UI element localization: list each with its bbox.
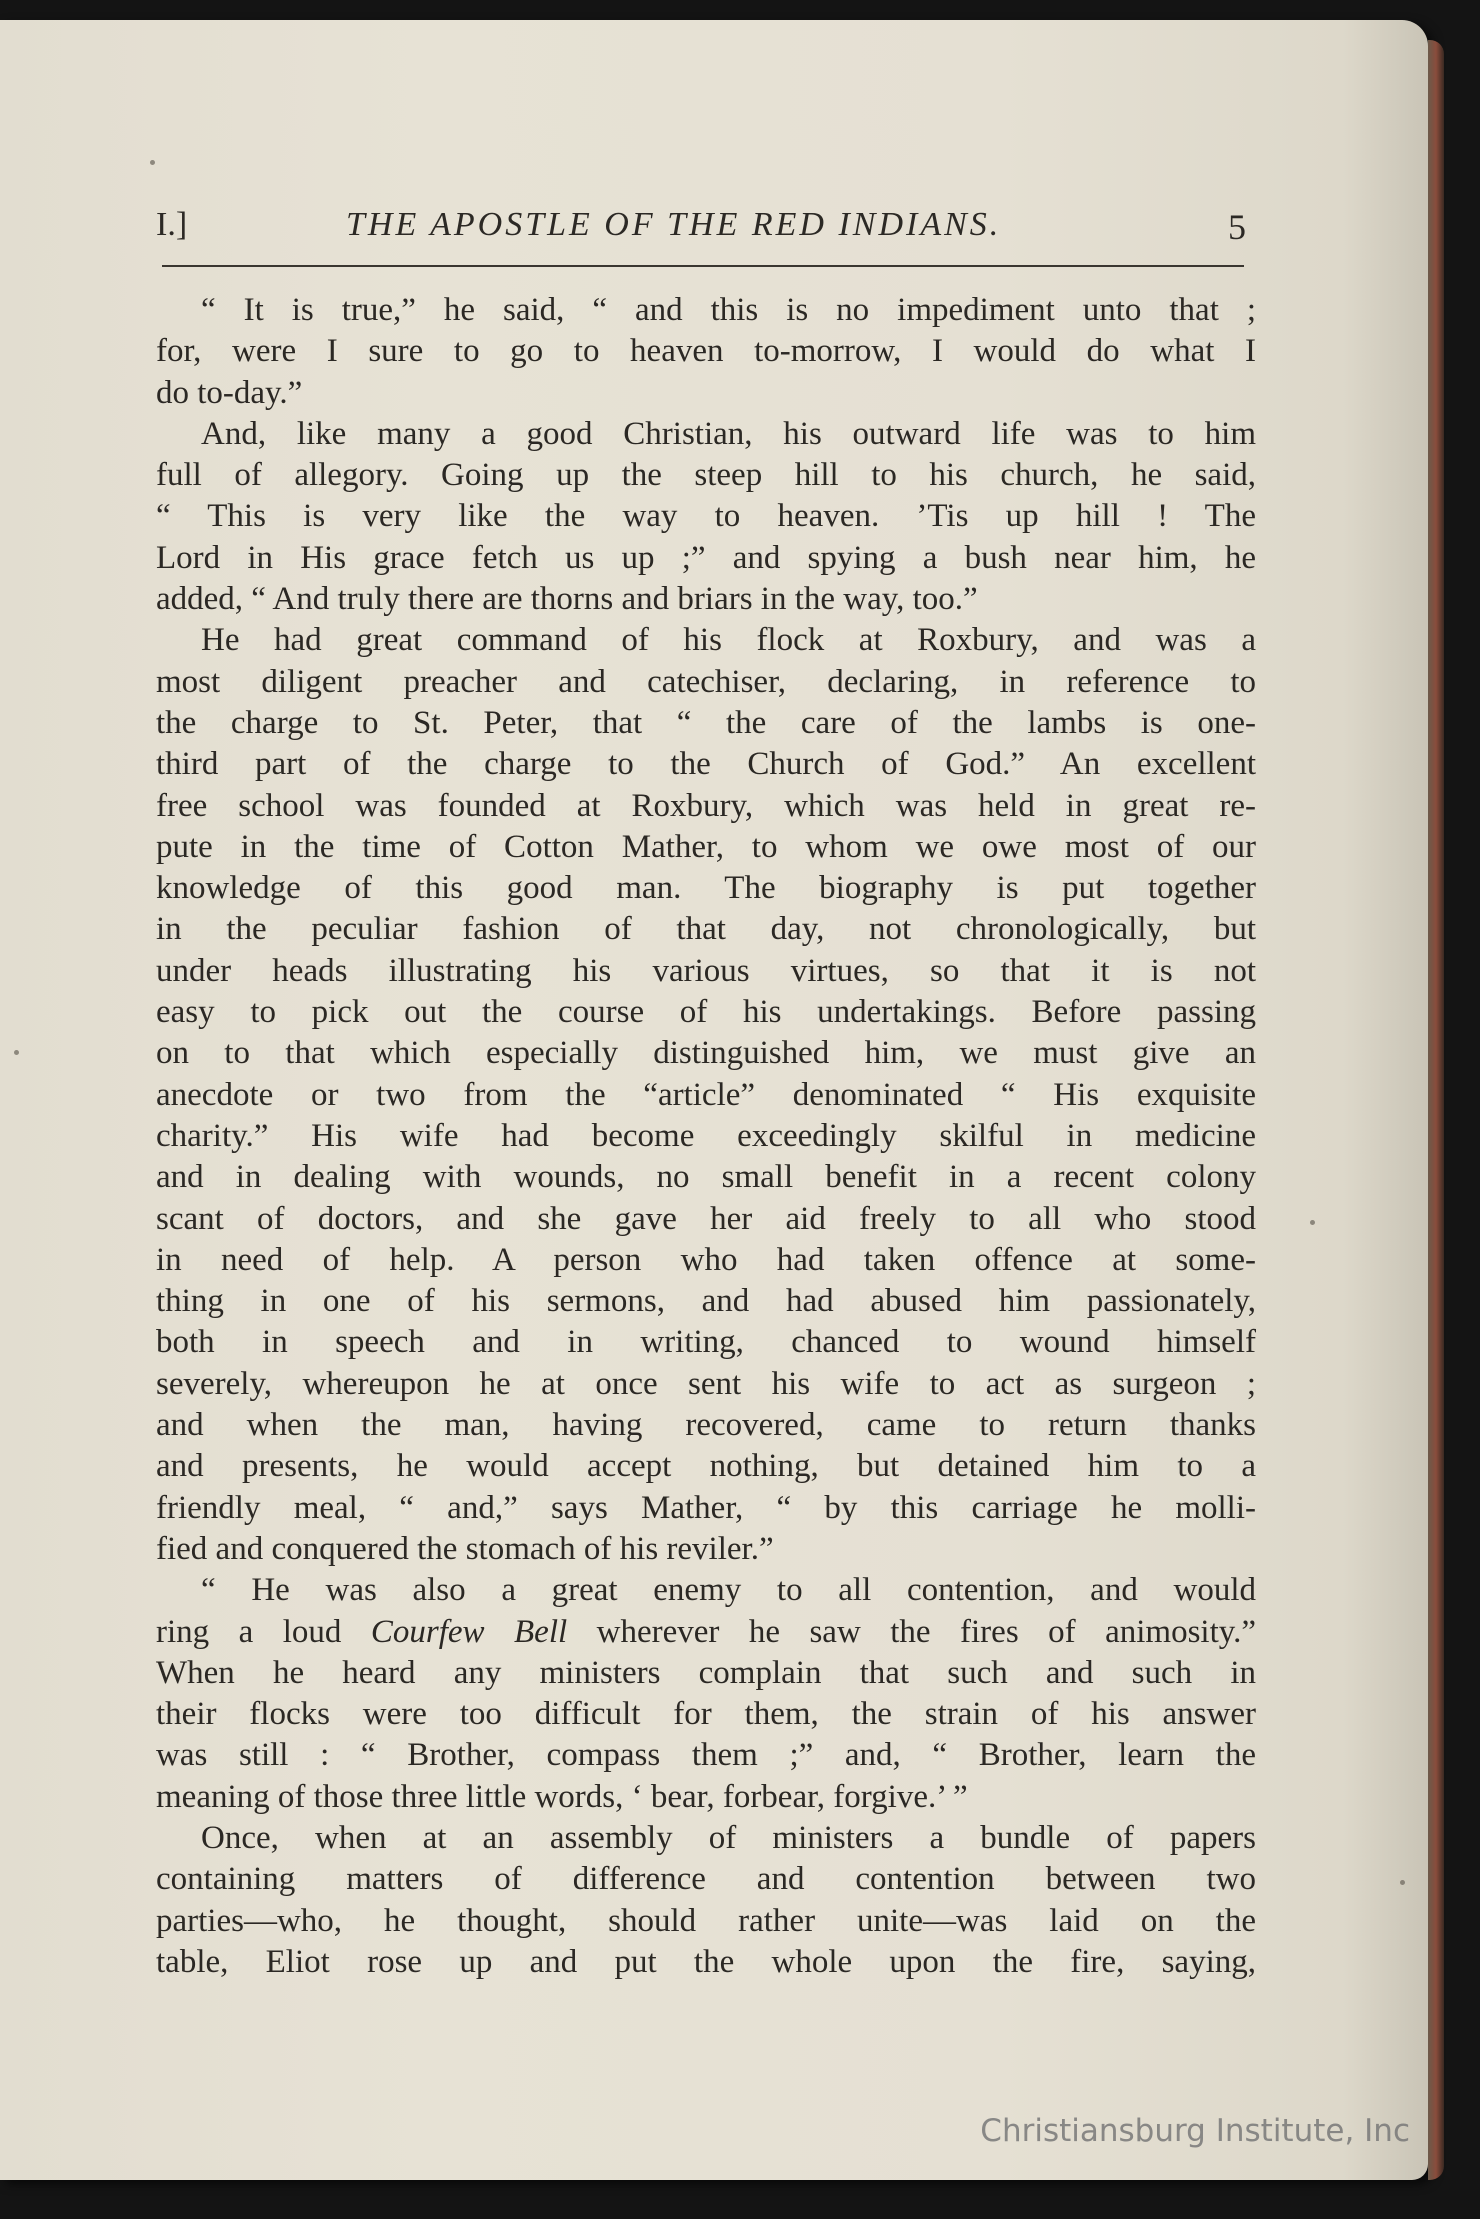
body-text xyxy=(156,290,1256,1983)
italic-phrase: Courfew Bell xyxy=(370,1613,568,1650)
text-line: the charge to St. Peter, that “ the care of the lambs is one- xyxy=(156,704,1256,741)
paper-speck xyxy=(1400,1880,1405,1885)
text-line xyxy=(156,1612,1256,1653)
text-line: And, like many a good Christian, his outward life was to him xyxy=(201,415,1256,452)
text-line: third part of the charge to the Church of God.” An excellent xyxy=(156,746,1256,783)
text-line: table, Eliot rose up and put the whole upon the fire, saying, xyxy=(156,1943,1256,1980)
text-fragment: wherever he saw the fires of animosity.” xyxy=(567,1613,1256,1650)
page-number: 5 xyxy=(1228,207,1246,247)
text-line: easy to pick out the course of his undertakings. Before passing xyxy=(156,994,1256,1031)
text-line: most diligent preacher and catechiser, declaring, in reference to xyxy=(156,663,1256,700)
text-line: in the peculiar fashion of that day, not chronologically, but xyxy=(156,911,1256,948)
text-line: “ This is very like the way to heaven. ’Tis up hill ! The xyxy=(156,498,1256,535)
text-line: Once, when at an assembly of ministers a bundle of papers xyxy=(201,1819,1256,1856)
paper-speck xyxy=(14,1050,19,1055)
text-line: anecdote or two from the “article” denominated “ His exquisite xyxy=(156,1076,1256,1113)
watermark: Christiansburg Institute, Inc xyxy=(980,2113,1410,2149)
text-line: in need of help. A person who had taken offence at some- xyxy=(156,1241,1256,1278)
text-line: When he heard any ministers complain that such and such in xyxy=(156,1654,1256,1691)
text-line: thing in one of his sermons, and had abused him passionately, xyxy=(156,1283,1256,1320)
paragraph xyxy=(156,1818,1256,1983)
paper-speck xyxy=(1310,1220,1315,1225)
text-line: Lord in His grace fetch us up ;” and spying a bush near him, he xyxy=(156,539,1256,576)
text-fragment: ring a loud xyxy=(156,1613,371,1650)
paper-speck xyxy=(150,160,155,165)
text-line: on to that which especially distinguished him, we must give an xyxy=(156,1035,1256,1072)
header-rule xyxy=(162,265,1244,267)
running-title: THE APOSTLE OF THE RED INDIANS. xyxy=(346,206,1002,243)
text-line: and when the man, having recovered, came to return thanks xyxy=(156,1407,1256,1444)
text-line: fied and conquered the stomach of his reviler.” xyxy=(156,1530,774,1567)
text-line: severely, whereupon he at once sent his wife to act as surgeon ; xyxy=(156,1365,1256,1402)
page-edge xyxy=(1428,40,1444,2180)
running-header xyxy=(156,200,1246,256)
paragraph xyxy=(156,620,1256,1570)
text-line: do to-day.” xyxy=(156,374,303,411)
chapter-marker: I.] xyxy=(156,206,188,243)
text-line: and presents, he would accept nothing, but detained him to a xyxy=(156,1448,1256,1485)
text-line: their flocks were too difficult for them, the strain of his answer xyxy=(156,1696,1256,1733)
text-line: and in dealing with wounds, no small benefit in a recent colony xyxy=(156,1159,1256,1196)
paragraph xyxy=(156,290,1256,414)
text-line: full of allegory. Going up the steep hill to his church, he said, xyxy=(156,457,1256,494)
text-line: parties—who, he thought, should rather unite—was laid on the xyxy=(156,1902,1256,1939)
text-line: under heads illustrating his various virtues, so that it is not xyxy=(156,952,1256,989)
text-line: “ He was also a great enemy to all contention, and would xyxy=(201,1572,1256,1609)
text-line: for, were I sure to go to heaven to-morrow, I would do what I xyxy=(156,333,1256,370)
text-line: pute in the time of Cotton Mather, to whom we owe most of our xyxy=(156,828,1256,865)
text-line: charity.” His wife had become exceedingly skilful in medicine xyxy=(156,1117,1256,1154)
paragraph xyxy=(156,414,1256,620)
text-line: added, “ And truly there are thorns and briars in the way, too.” xyxy=(156,581,978,618)
text-line: knowledge of this good man. The biography is put together xyxy=(156,870,1256,907)
text-line: both in speech and in writing, chanced to wound himself xyxy=(156,1324,1256,1361)
text-line: scant of doctors, and she gave her aid freely to all who stood xyxy=(156,1200,1256,1237)
text-line: “ It is true,” he said, “ and this is no impediment unto that ; xyxy=(201,292,1256,328)
paragraph xyxy=(156,1570,1256,1818)
text-line: containing matters of difference and contention between two xyxy=(156,1861,1256,1898)
text-line: meaning of those three little words, ‘ bear, forbear, forgive.’ ” xyxy=(156,1778,968,1815)
text-line: free school was founded at Roxbury, which was held in great re- xyxy=(156,787,1256,824)
text-line: He had great command of his flock at Roxbury, and was a xyxy=(201,622,1256,659)
text-line: was still : “ Brother, compass them ;” and, “ Brother, learn the xyxy=(156,1737,1256,1774)
text-line: friendly meal, “ and,” says Mather, “ by this carriage he molli- xyxy=(156,1489,1256,1526)
